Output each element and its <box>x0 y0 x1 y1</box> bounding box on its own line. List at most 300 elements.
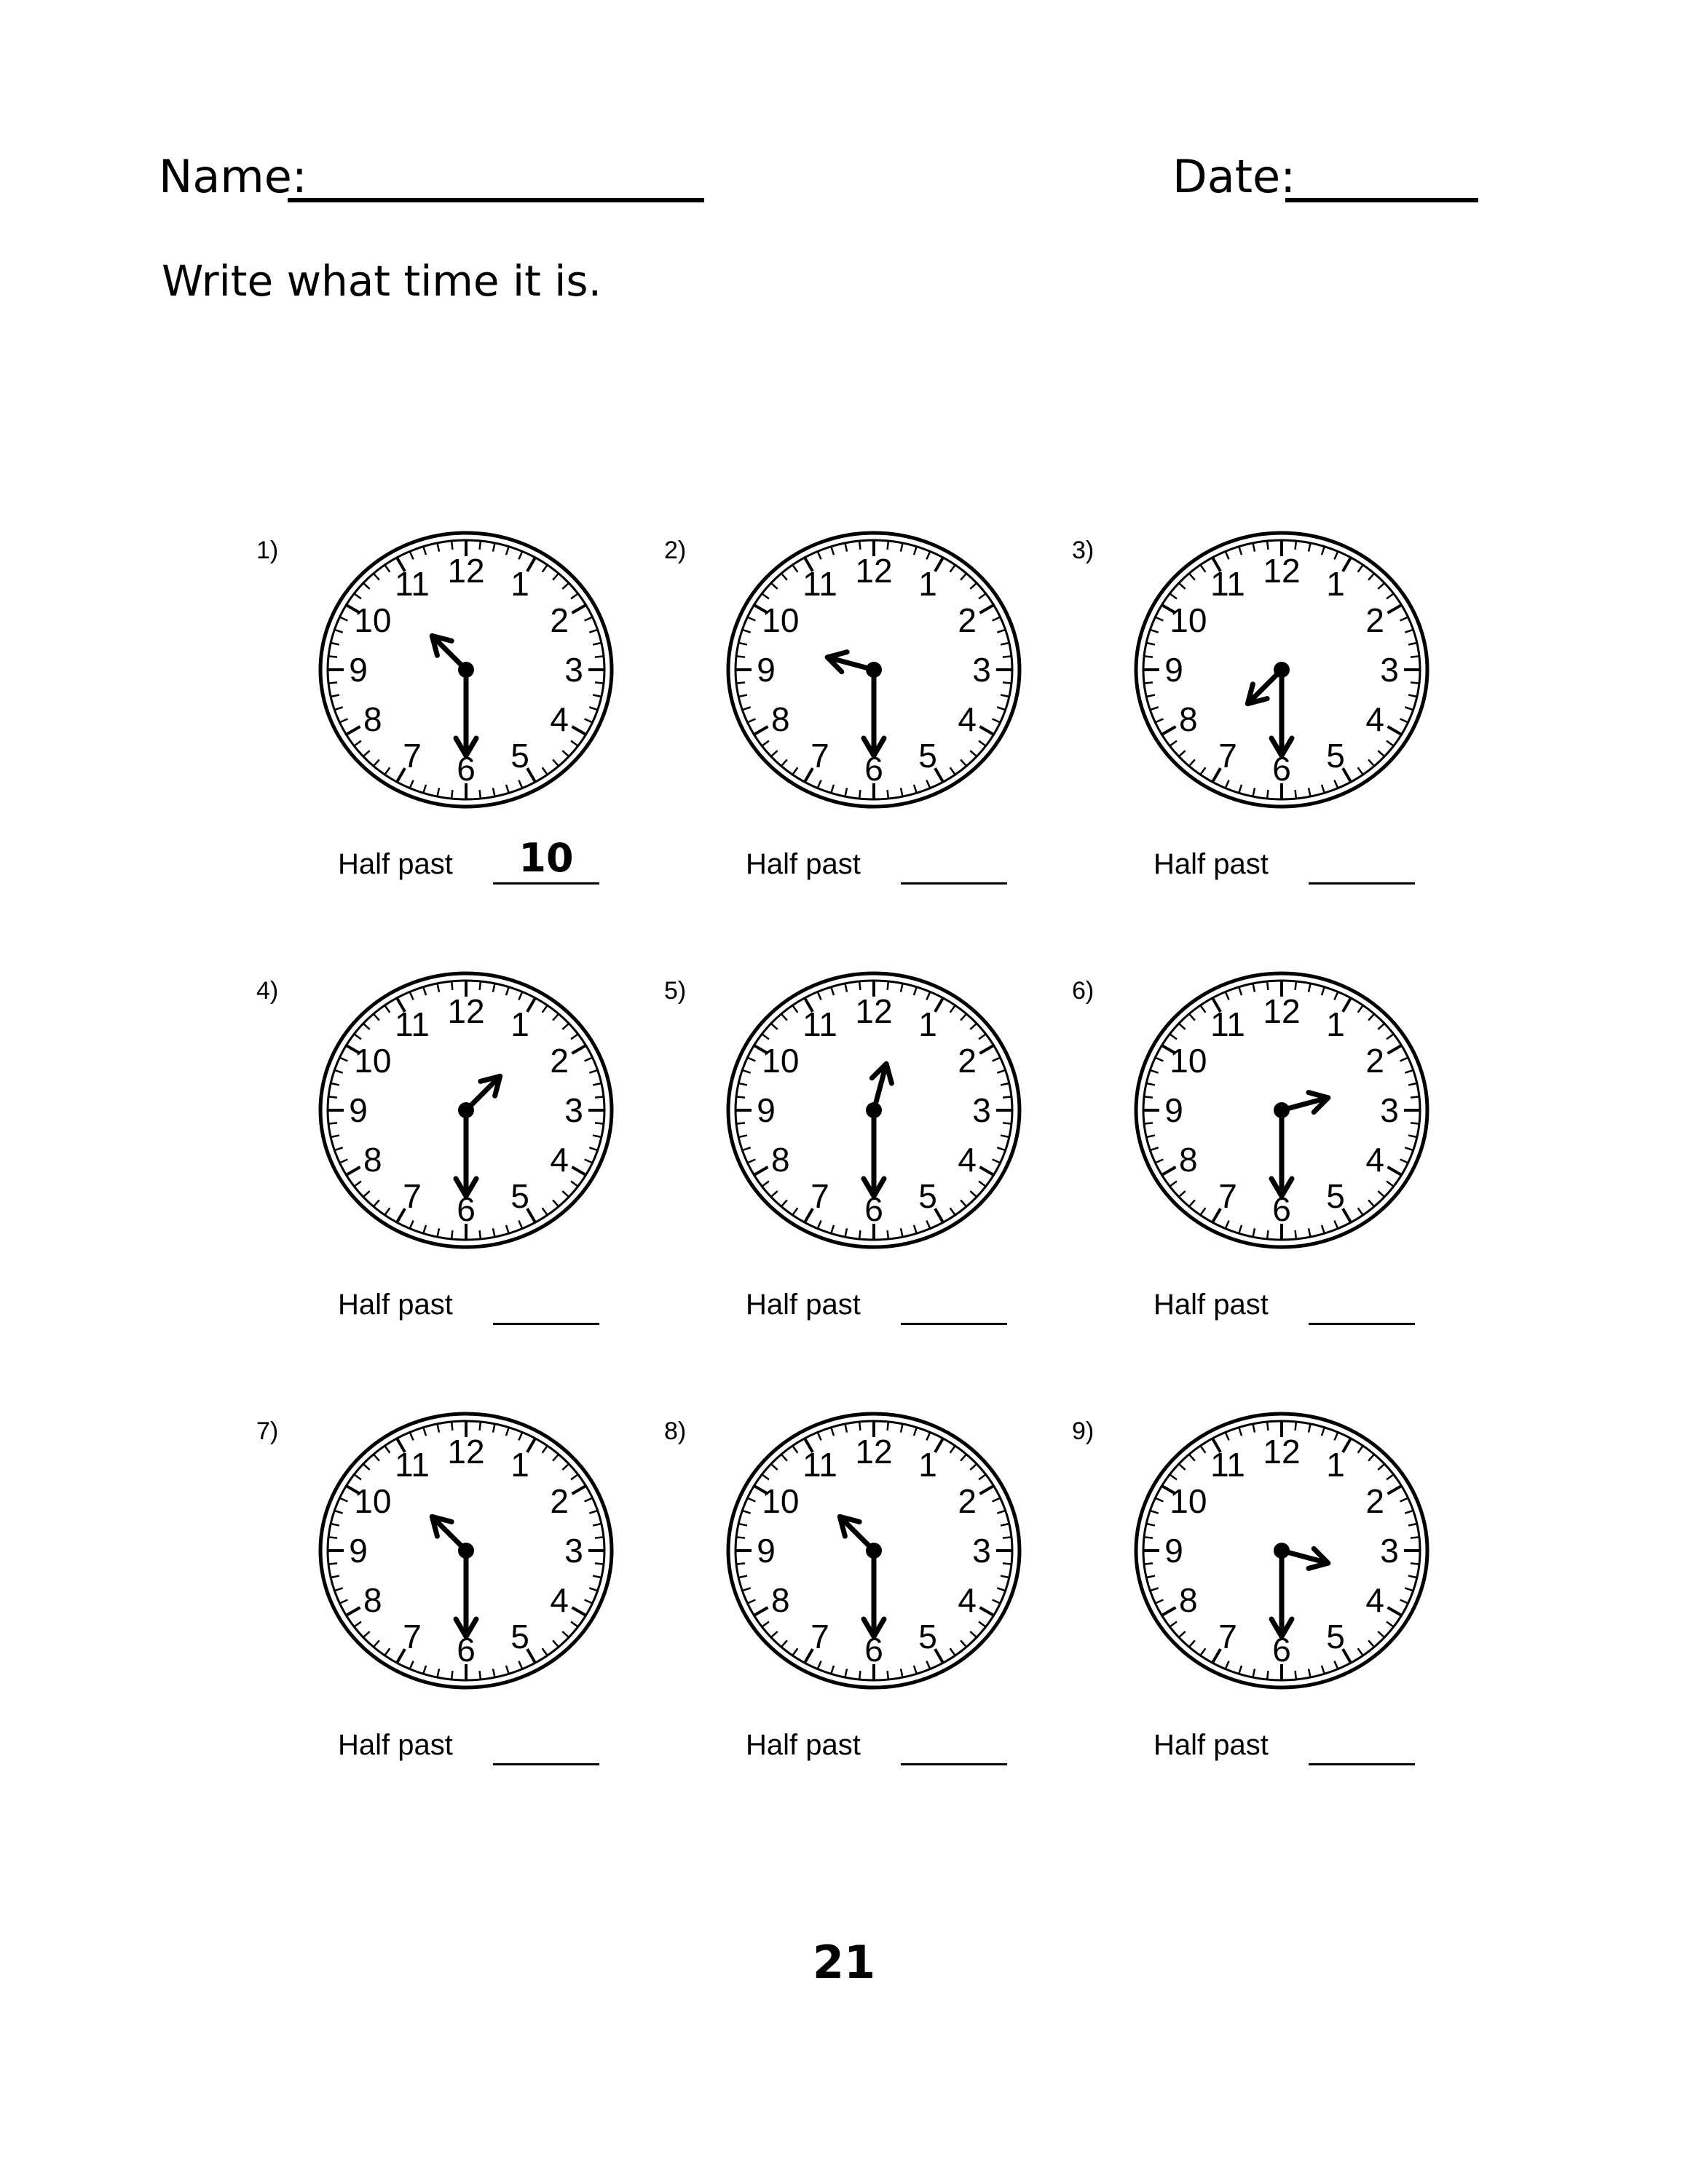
clock-numeral: 10 <box>762 601 800 639</box>
minute-tick <box>736 1563 745 1564</box>
minute-tick <box>1179 1024 1186 1029</box>
hour-tick <box>754 727 768 735</box>
minute-tick <box>738 1136 747 1137</box>
problem-number: 6) <box>1072 977 1095 1005</box>
minute-tick <box>562 1024 569 1029</box>
name-field[interactable] <box>288 163 704 202</box>
hour-tick <box>572 1167 585 1175</box>
minute-tick <box>1322 785 1325 793</box>
minute-tick <box>451 1671 452 1679</box>
minute-tick <box>859 981 860 990</box>
minute-tick <box>736 656 745 657</box>
minute-tick <box>384 1648 390 1655</box>
minute-tick <box>1368 759 1374 766</box>
hour-tick <box>572 1486 585 1494</box>
minute-tick <box>1309 543 1310 552</box>
minute-tick <box>339 1058 347 1061</box>
answer-blank[interactable] <box>1309 831 1415 885</box>
minute-tick <box>926 1661 930 1669</box>
hour-tick <box>572 1607 585 1615</box>
minute-tick <box>738 1524 747 1525</box>
problem-number: 5) <box>664 977 687 1005</box>
minute-tick <box>1146 643 1155 644</box>
minute-tick <box>1003 1563 1011 1564</box>
minute-tick <box>595 1096 604 1097</box>
clock-numeral: 3 <box>1380 1091 1399 1129</box>
clock-numeral: 4 <box>958 1581 977 1619</box>
answer-blank[interactable] <box>1309 1272 1415 1325</box>
hour-tick <box>1387 1045 1401 1053</box>
minute-tick <box>553 1200 559 1206</box>
minute-tick <box>1144 1537 1153 1538</box>
minute-tick <box>845 1669 846 1677</box>
minute-tick <box>1295 790 1296 799</box>
clock-numeral: 12 <box>1263 992 1301 1030</box>
hour-tick <box>1387 1167 1401 1175</box>
minute-tick <box>562 1464 569 1470</box>
clock-numeral: 7 <box>811 1176 829 1215</box>
minute-tick <box>480 1671 481 1679</box>
minute-tick <box>1405 1511 1413 1514</box>
minute-tick <box>451 541 452 550</box>
answer-blank[interactable] <box>493 1272 599 1325</box>
minute-tick <box>410 1432 414 1440</box>
minute-tick <box>1411 1096 1419 1097</box>
half-past-label: Half past <box>746 1729 861 1761</box>
hour-tick <box>979 1607 993 1615</box>
minute-tick <box>1368 1640 1374 1647</box>
minute-tick <box>950 767 955 775</box>
minute-tick <box>1189 1200 1195 1206</box>
clock-numeral: 11 <box>1210 1446 1245 1484</box>
half-past-label: Half past <box>746 848 861 880</box>
clock-numeral: 1 <box>510 1446 529 1484</box>
clock-numeral: 1 <box>1326 565 1345 604</box>
minute-tick <box>792 767 797 775</box>
minute-tick <box>1253 1669 1254 1677</box>
minute-tick <box>589 707 597 710</box>
minute-tick <box>979 1622 986 1627</box>
minute-tick <box>771 1631 778 1637</box>
minute-tick <box>553 1014 559 1021</box>
minute-tick <box>950 1005 955 1013</box>
minute-tick <box>1309 1669 1310 1677</box>
minute-tick <box>354 1182 361 1187</box>
minute-tick <box>1411 682 1419 683</box>
minute-tick <box>859 541 860 550</box>
clock-numeral: 2 <box>958 601 977 639</box>
minute-tick <box>506 1428 509 1436</box>
clock-face <box>1129 1409 1435 1693</box>
clock-face <box>313 528 619 812</box>
clock-numeral: 6 <box>457 750 476 788</box>
minute-tick <box>571 593 578 598</box>
minute-tick <box>781 759 787 766</box>
minute-tick <box>328 656 337 657</box>
minute-tick <box>562 583 569 589</box>
minute-tick <box>354 1034 361 1039</box>
minute-tick <box>437 543 438 552</box>
answer-blank[interactable] <box>493 831 599 885</box>
clock-numeral: 12 <box>1263 552 1301 590</box>
minute-tick <box>792 1208 797 1215</box>
clock-4 <box>313 968 619 1252</box>
minute-tick <box>762 1474 769 1479</box>
minute-tick <box>384 565 390 572</box>
clock-numeral: 3 <box>972 1091 991 1129</box>
hour-tick <box>1162 727 1175 735</box>
clock-numeral: 5 <box>1326 1617 1345 1655</box>
minute-tick <box>1239 547 1242 555</box>
minute-tick <box>1408 1524 1417 1525</box>
clock-9 <box>1129 1409 1435 1693</box>
hour-tick <box>572 1045 585 1053</box>
clock-numeral: 9 <box>757 1532 776 1570</box>
minute-tick <box>1378 1631 1384 1637</box>
minute-tick <box>747 617 755 621</box>
hour-tick <box>346 1607 360 1615</box>
minute-tick <box>1170 1182 1177 1187</box>
minute-tick <box>518 1221 522 1229</box>
minute-tick <box>901 788 902 796</box>
minute-tick <box>363 1631 370 1637</box>
minute-tick <box>374 759 379 766</box>
minute-tick <box>1408 1576 1417 1578</box>
minute-tick <box>1405 1588 1413 1591</box>
minute-tick <box>331 643 339 644</box>
minute-tick <box>1267 981 1268 990</box>
minute-tick <box>589 1511 597 1514</box>
minute-tick <box>1001 1576 1009 1578</box>
minute-tick <box>543 767 548 775</box>
minute-tick <box>1295 541 1296 550</box>
minute-tick <box>334 707 342 710</box>
clock-numeral: 10 <box>1170 601 1207 639</box>
minute-tick <box>451 1422 452 1431</box>
minute-tick <box>480 1422 481 1431</box>
minute-tick <box>993 1058 1001 1061</box>
minute-tick <box>1295 1422 1296 1431</box>
minute-tick <box>562 1191 569 1197</box>
minute-tick <box>1408 643 1417 644</box>
minute-tick <box>1253 984 1254 992</box>
clock-numeral: 1 <box>510 565 529 604</box>
page-number: 21 <box>812 1936 876 1989</box>
hour-tick <box>754 1607 768 1615</box>
minute-tick <box>1226 780 1229 788</box>
minute-tick <box>736 682 745 683</box>
minute-tick <box>1334 780 1338 788</box>
clock-numeral: 2 <box>550 601 569 639</box>
minute-tick <box>1170 1474 1177 1479</box>
minute-tick <box>1001 643 1009 644</box>
clock-numeral: 7 <box>1218 736 1237 775</box>
minute-tick <box>1411 656 1419 657</box>
minute-tick <box>1334 992 1338 1000</box>
answer-blank[interactable] <box>901 1712 1007 1765</box>
minute-tick <box>1001 1136 1009 1137</box>
minute-tick <box>926 1221 930 1229</box>
minute-tick <box>762 1622 769 1627</box>
minute-tick <box>1400 1600 1408 1604</box>
minute-tick <box>384 767 390 775</box>
answer-blank[interactable] <box>901 831 1007 885</box>
clock-numeral: 6 <box>864 750 883 788</box>
minute-tick <box>742 707 750 710</box>
minute-tick <box>331 1136 339 1137</box>
clock-1 <box>313 528 619 812</box>
minute-tick <box>506 1225 509 1233</box>
minute-tick <box>1322 1428 1325 1436</box>
minute-tick <box>374 574 379 580</box>
minute-tick <box>781 1200 787 1206</box>
minute-tick <box>506 987 509 995</box>
minute-tick <box>901 1424 902 1433</box>
clock-center-pin <box>866 1543 882 1559</box>
minute-tick <box>979 1034 986 1039</box>
clock-center-pin <box>1274 1543 1290 1559</box>
minute-tick <box>845 1228 846 1237</box>
minute-tick <box>738 695 747 697</box>
minute-tick <box>423 1666 426 1674</box>
clock-numeral: 4 <box>550 1581 569 1619</box>
problem-number: 1) <box>256 537 279 564</box>
minute-tick <box>374 1640 379 1647</box>
clock-face <box>721 1409 1027 1693</box>
minute-tick <box>1387 1034 1394 1039</box>
clock-numeral: 2 <box>1365 1482 1384 1520</box>
problem-number: 7) <box>256 1417 279 1445</box>
minute-tick <box>1309 788 1310 796</box>
clock-numeral: 8 <box>1179 1581 1198 1619</box>
minute-tick <box>1155 1160 1163 1163</box>
minute-tick <box>997 1588 1005 1591</box>
minute-tick <box>1358 565 1363 572</box>
clock-numeral: 1 <box>918 1005 937 1044</box>
clock-numeral: 2 <box>550 1042 569 1080</box>
minute-tick <box>437 1424 438 1433</box>
minute-tick <box>1179 1464 1186 1470</box>
minute-tick <box>1309 984 1310 992</box>
minute-tick <box>736 1537 745 1538</box>
minute-tick <box>950 1208 955 1215</box>
problem-number: 4) <box>256 977 279 1005</box>
minute-tick <box>792 1005 797 1013</box>
minute-tick <box>792 565 797 572</box>
minute-tick <box>1378 1191 1384 1197</box>
minute-tick <box>1170 1622 1177 1627</box>
minute-tick <box>1358 1208 1363 1215</box>
minute-tick <box>1400 719 1408 723</box>
clock-numeral: 2 <box>550 1482 569 1520</box>
minute-tick <box>1267 1230 1268 1239</box>
clock-numeral: 4 <box>1365 1581 1384 1619</box>
answer-blank[interactable] <box>1309 1712 1415 1765</box>
minute-tick <box>384 1446 390 1453</box>
minute-tick <box>1189 1455 1195 1461</box>
minute-tick <box>736 1096 745 1097</box>
clock-numeral: 7 <box>811 1617 829 1655</box>
clock-numeral: 7 <box>403 1617 422 1655</box>
clock-numeral: 6 <box>457 1631 476 1669</box>
minute-tick <box>593 1136 602 1137</box>
minute-tick <box>742 630 750 633</box>
minute-tick <box>831 547 834 555</box>
clock-numeral: 5 <box>510 1617 529 1655</box>
clock-numeral: 6 <box>864 1631 883 1669</box>
clock-numeral: 8 <box>363 1141 382 1179</box>
minute-tick <box>334 1070 342 1073</box>
clock-3 <box>1129 528 1435 812</box>
minute-tick <box>1295 1671 1296 1679</box>
minute-tick <box>1400 1058 1408 1061</box>
minute-tick <box>518 551 522 559</box>
minute-tick <box>1267 1422 1268 1431</box>
date-field[interactable] <box>1285 163 1478 202</box>
minute-tick <box>1405 1070 1413 1073</box>
minute-tick <box>1144 682 1153 683</box>
minute-tick <box>374 1455 379 1461</box>
minute-tick <box>1405 630 1413 633</box>
minute-tick <box>595 1563 604 1564</box>
minute-tick <box>480 981 481 990</box>
clock-numeral: 1 <box>918 1446 937 1484</box>
minute-tick <box>423 547 426 555</box>
minute-tick <box>363 1024 370 1029</box>
minute-tick <box>1150 1147 1158 1150</box>
minute-tick <box>1226 992 1229 1000</box>
minute-tick <box>339 1498 347 1502</box>
minute-tick <box>593 643 602 644</box>
minute-tick <box>331 1524 339 1525</box>
clock-numeral: 4 <box>1365 1141 1384 1179</box>
hour-tick <box>979 727 993 735</box>
minute-tick <box>1146 695 1155 697</box>
clock-numeral: 5 <box>510 736 529 775</box>
minute-tick <box>1405 1147 1413 1150</box>
minute-tick <box>1200 1446 1205 1453</box>
minute-tick <box>901 543 902 552</box>
clock-numeral: 8 <box>771 700 790 738</box>
minute-tick <box>1334 1432 1338 1440</box>
minute-tick <box>328 1537 337 1538</box>
minute-tick <box>742 1588 750 1591</box>
minute-tick <box>742 1070 750 1073</box>
minute-tick <box>1003 682 1011 683</box>
minute-tick <box>926 992 930 1000</box>
minute-tick <box>363 1464 370 1470</box>
clock-numeral: 9 <box>757 651 776 689</box>
clock-numeral: 9 <box>349 1532 368 1570</box>
clock-numeral: 1 <box>510 1005 529 1044</box>
minute-tick <box>1368 574 1374 580</box>
minute-tick <box>747 1160 755 1163</box>
half-past-label: Half past <box>338 848 453 880</box>
clock-numeral: 8 <box>771 1581 790 1619</box>
minute-tick <box>1144 1096 1153 1097</box>
minute-tick <box>593 1083 602 1085</box>
minute-tick <box>480 790 481 799</box>
minute-tick <box>354 741 361 746</box>
minute-tick <box>1378 751 1384 756</box>
minute-tick <box>771 583 778 589</box>
date-label: Date: <box>1172 150 1296 203</box>
clock-numeral: 11 <box>802 1446 837 1484</box>
minute-tick <box>1378 583 1384 589</box>
hour-tick <box>754 1167 768 1175</box>
minute-tick <box>859 1422 860 1431</box>
minute-tick <box>571 1622 578 1627</box>
minute-tick <box>1387 1622 1394 1627</box>
clock-center-pin <box>1274 662 1290 678</box>
clock-numeral: 10 <box>354 1482 392 1520</box>
minute-tick <box>1189 1640 1195 1647</box>
minute-tick <box>1408 695 1417 697</box>
clock-numeral: 10 <box>762 1042 800 1080</box>
minute-tick <box>384 1208 390 1215</box>
clock-center-pin <box>1274 1102 1290 1118</box>
clock-numeral: 5 <box>918 1176 937 1215</box>
minute-tick <box>1146 1083 1155 1085</box>
minute-tick <box>1368 1455 1374 1461</box>
minute-tick <box>1253 1228 1254 1237</box>
minute-tick <box>585 1160 593 1163</box>
clock-numeral: 4 <box>958 700 977 738</box>
clock-numeral: 12 <box>1263 1433 1301 1471</box>
hour-tick <box>1387 1486 1401 1494</box>
minute-tick <box>595 1537 604 1538</box>
answer-blank[interactable] <box>493 1712 599 1765</box>
half-past-label: Half past <box>1153 1289 1269 1321</box>
answer-text: 10 <box>518 835 574 881</box>
minute-tick <box>543 565 548 572</box>
minute-tick <box>1322 987 1325 995</box>
clock-numeral: 10 <box>762 1482 800 1520</box>
clock-numeral: 11 <box>395 565 430 604</box>
minute-tick <box>1170 593 1177 598</box>
minute-tick <box>1155 1600 1163 1604</box>
clock-numeral: 8 <box>1179 700 1198 738</box>
minute-tick <box>818 1221 821 1229</box>
minute-tick <box>493 1669 494 1677</box>
minute-tick <box>1001 695 1009 697</box>
clock-numeral: 9 <box>1164 1091 1183 1129</box>
hour-tick <box>346 727 360 735</box>
half-past-label: Half past <box>1153 1729 1269 1761</box>
minute-tick <box>589 1588 597 1591</box>
minute-tick <box>1267 790 1268 799</box>
minute-tick <box>970 751 977 756</box>
clock-8 <box>721 1409 1027 1693</box>
answer-blank[interactable] <box>901 1272 1007 1325</box>
clock-numeral: 7 <box>403 736 422 775</box>
minute-tick <box>518 780 522 788</box>
minute-tick <box>571 1182 578 1187</box>
minute-tick <box>738 1083 747 1085</box>
minute-tick <box>1334 551 1338 559</box>
minute-tick <box>1378 1464 1384 1470</box>
clock-face <box>313 968 619 1252</box>
minute-tick <box>926 1432 930 1440</box>
minute-tick <box>437 1669 438 1677</box>
minute-tick <box>1144 1563 1153 1564</box>
minute-tick <box>354 593 361 598</box>
minute-tick <box>374 1200 379 1206</box>
clock-numeral: 2 <box>958 1042 977 1080</box>
hour-tick <box>1387 1607 1401 1615</box>
minute-tick <box>1155 719 1163 723</box>
half-past-label: Half past <box>1153 848 1269 880</box>
